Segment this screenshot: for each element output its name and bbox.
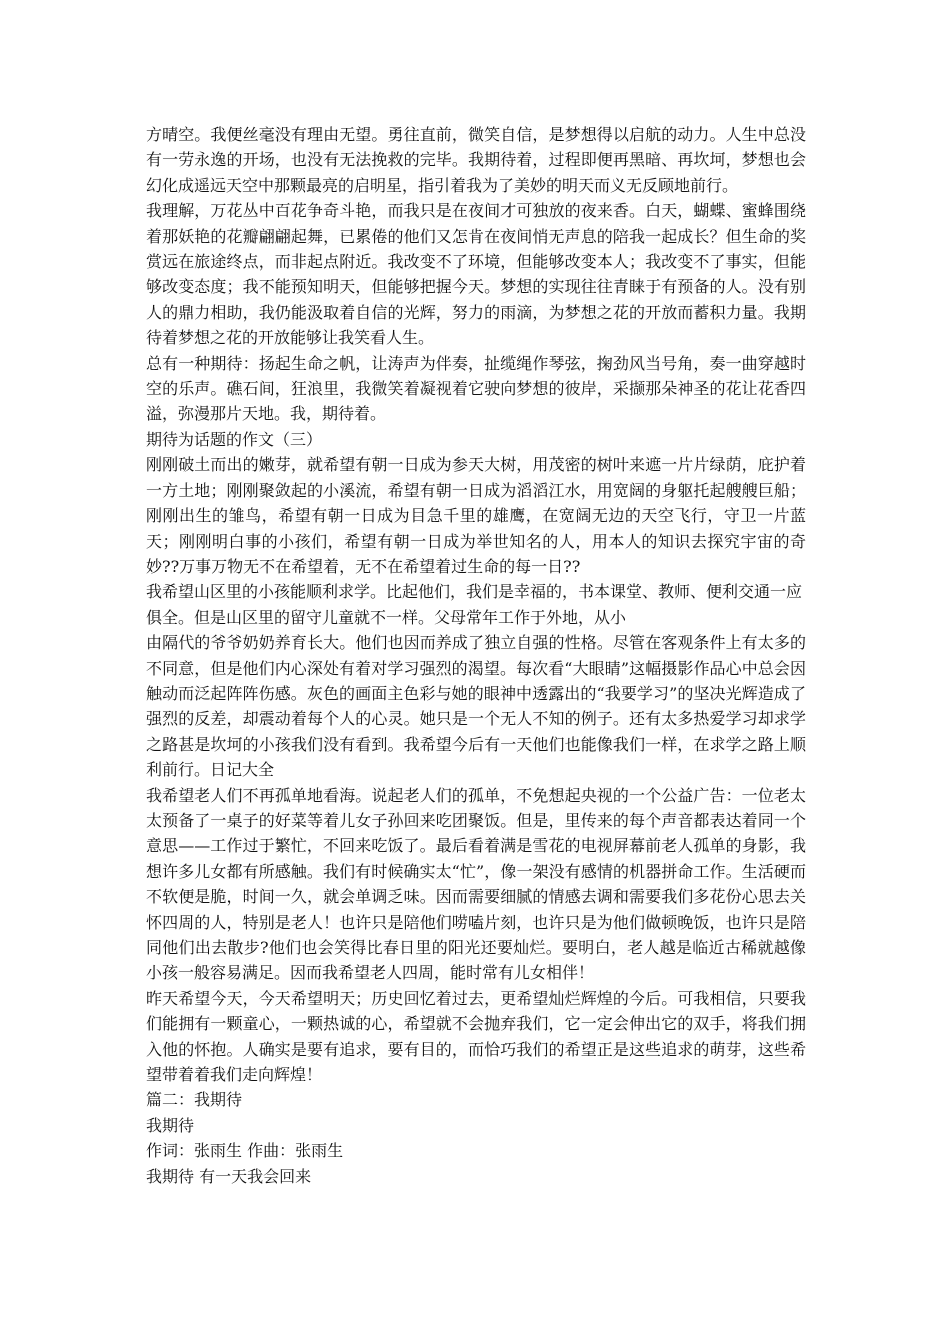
paragraph-5: 我希望山区里的小孩能顺利求学。比起他们，我们是幸福的，书本课堂、教师、便利交通一应俱全。但是山区里的留守儿童就不一样。父母常年工作于外地，从小 xyxy=(146,582,803,627)
paragraph-3: 总有一种期待：扬起生命之帆，让涛声为伴奏，扯缆绳作琴弦，掬劲风当号角，奏一曲穿越时空的乐声。礁石间，狂浪里，我微笑着凝视着它驶向梦想的彼岸，采撷那朵神圣的花让花香四溢，弥漫那片天地。我，期待着。 xyxy=(146,353,806,424)
paragraph-1: 方晴空。我便丝毫没有理由无望。勇往直前，微笑自信，是梦想得以启航的动力。人生中总没有一劳永逸的开场，也没有无法挽救的完毕。我期待着，过程即便再黑暗、再坎坷，梦想也会幻化成遥远天空中那颗最亮的启明星，指引着我为了美妙的明天而义无反顾地前行。 xyxy=(146,125,806,195)
document-body xyxy=(146,122,806,1189)
song-credits: 作词：张雨生 作曲：张雨生 xyxy=(146,1141,344,1161)
paragraph-6: 由隔代的爷爷奶奶养育长大。他们也因而养成了独立自强的性格。尽管在客观条件上有太多的不同意，但是他们内心深处有着对学习强烈的渴望。每次看“大眼睛”这幅摄影作品心中总会因触动而泛起阵阵伤感。灰色的画面主色彩与她的眼神中透露出的“我要学习”的坚决光辉造成了强烈的反差，却震动着每个人的心灵。她只是一个无人不知的例子。还有太多热爱学习却求学之路甚是坎坷的小孩我们没有看到。我希望今后有一天他们也能像我们一样，在求学之路上顺利前行。日记大全 xyxy=(146,633,806,780)
section-heading: 期待为话题的作文（三） xyxy=(146,429,323,449)
paragraph-8: 昨天希望今天，今天希望明天；历史回忆着过去，更希望灿烂辉煌的今后。可我相信，只要我们能拥有一颗童心，一颗热诚的心，希望就不会抛弃我们，它一定会伸出它的双手，将我们拥入他的怀抱。人确实是要有追求，要有目的，而恰巧我们的希望正是这些追求的萌芽，这些希望带着着我们走向辉煌！ xyxy=(146,988,806,1085)
song-lyric-line: 我期待 有一天我会回来 xyxy=(146,1166,312,1186)
chapter-heading: 篇二：我期待 xyxy=(146,1090,243,1110)
song-title: 我期待 xyxy=(146,1115,195,1135)
paragraph-2: 我理解，万花丛中百花争奇斗艳，而我只是在夜间才可独放的夜来香。白天，蝴蝶、蜜蜂围绕着那妖艳的花瓣翩翩起舞，已累倦的他们又怎肯在夜间悄无声息的陪我一起成长？但生命的奖赏远在旅途终点，而非起点附近。我改变不了环境，但能够改变本人；我改变不了事实，但能够改变态度；我不能预知明天，但能够把握今天。梦想的实现往往青睐于有预备的人。没有别人的鼎力相助，我仍能汲取着自信的光辉，努力的雨滴，为梦想之花的开放而蓄积力量。我期待着梦想之花的开放能够让我笑看人生。 xyxy=(146,201,806,348)
paragraph-4: 刚刚破土而出的嫩芽，就希望有朝一日成为参天大树，用茂密的树叶来遮一片片绿荫，庇护着一方土地；刚刚聚敛起的小溪流，希望有朝一日成为滔滔江水，用宽阔的身躯托起艘艘巨船；刚刚出生的雏鸟，希望有朝一日成为目急千里的雄鹰，在宽阔无边的天空飞行，守卫一片蓝天；刚刚明白事的小孩们，希望有朝一日成为举世知名的人，用本人的知识去探究宇宙的奇妙??万事万物无不在希望着，无不在希望着过生命的每一日?? xyxy=(146,455,806,576)
paragraph-7: 我希望老人们不再孤单地看海。说起老人们的孤单，不免想起央视的一个公益广告：一位老太太预备了一桌子的好菜等着儿女子孙回来吃团聚饭。但是，里传来的每个声音都表达着同一个意思——工作过于繁忙，不回来吃饭了。最后看着满是雪花的电视屏幕前老人孤单的身影，我想许多儿女都有所感触。我们有时候确实太“忙”，像一架没有感情的机器拼命工作。生活硬而不软便是脆，时间一久，就会单调乏味。因而需要细腻的情感去调和需要我们多花份心思去关怀四周的人，特别是老人！也许只是陪他们唠嗑片刻，也许只是为他们做顿晚饭，也许只是陪同他们出去散步?他们也会笑得比春日里的阳光还要灿烂。要明白，老人越是临近古稀就越像小孩一般容易满足。因而我希望老人四周，能时常有儿女相伴！ xyxy=(146,785,806,983)
